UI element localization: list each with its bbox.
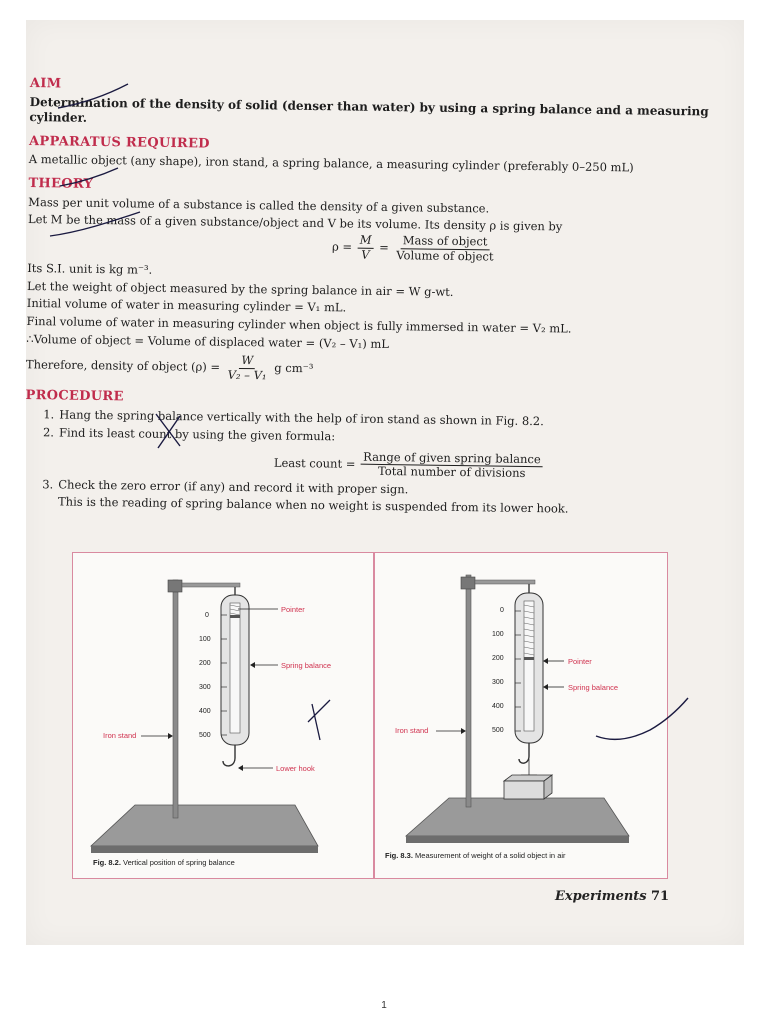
- caption-number: Fig. 8.3.: [385, 851, 413, 860]
- theory-line-2: Let M be the mass of a given substance/object and V be its volume. Its density ρ is given by: [27, 212, 563, 234]
- fig1-iron-stand-label: Iron stand: [103, 731, 137, 740]
- fig2-spring-balance-label: Spring balance: [568, 683, 619, 692]
- fraction-numerator: W: [239, 354, 255, 369]
- fig2-tick-500: 500: [492, 727, 504, 734]
- fig2-iron-stand-label: Iron stand: [395, 726, 429, 735]
- step-number: 3.: [42, 477, 54, 492]
- caption-text: Measurement of weight of a solid object in air: [415, 851, 566, 860]
- fig1-lower-hook-label: Lower hook: [276, 764, 315, 773]
- fig1-pointer-label: Pointer: [281, 605, 305, 614]
- procedure-heading: PROCEDURE: [25, 388, 124, 405]
- caption-text: Vertical position of spring balance: [123, 858, 235, 867]
- theory-line-1: Mass per unit volume of a substance is called the density of a given substance.: [28, 194, 490, 216]
- fig2-tick-300: 300: [492, 679, 504, 686]
- step-number: 1.: [43, 407, 55, 422]
- fig2-pointer-label: Pointer: [568, 657, 592, 666]
- procedure-step-3-note: This is the reading of spring balance when no weight is suspended from its lower hook.: [57, 494, 569, 516]
- fig2-tick-100: 100: [492, 631, 504, 638]
- fig1-tick-500: 500: [199, 732, 211, 739]
- page-content: [24, 76, 710, 518]
- caption-number: Fig. 8.2.: [93, 858, 121, 867]
- step-text: Hang the spring balance vertically with the help of iron stand as shown in Fig. 8.2.: [59, 407, 544, 429]
- density-formula: [26, 351, 706, 389]
- mass-volume-fraction: [358, 234, 374, 263]
- fig2-tick-200: 200: [492, 655, 504, 662]
- fig1-tick-300: 300: [199, 684, 211, 691]
- theory-line-6: Final volume of water in measuring cylinder when object is fully immersed in water = V₂ mL.: [26, 314, 572, 336]
- equals-sign: =: [379, 240, 389, 255]
- fig2-tick-400: 400: [492, 703, 504, 710]
- theory-line-4: Let the weight of object measured by the spring balance in air = W g-wt.: [26, 278, 454, 299]
- fig-8-3-diagram: [374, 553, 668, 878]
- footer-section-title: Experiments: [555, 889, 647, 904]
- aim-text: Determination of the density of solid (denser than water) by using a spring balance and a measuring cylinder.: [29, 94, 709, 125]
- theory-line-7: ∴Volume of object = Volume of displaced water = (V₂ – V₁) mL: [26, 331, 390, 351]
- fig-8-2-diagram: [73, 553, 373, 878]
- fraction-denominator: Total number of divisions: [377, 464, 526, 481]
- footer-page-number: 71: [651, 889, 670, 904]
- step-text: Find its least count by using the given formula:: [58, 425, 336, 444]
- step-number: 2.: [42, 424, 55, 440]
- theory-line-5: Initial volume of water in measuring cylinder = V₁ mL.: [26, 296, 347, 315]
- theory-line-3: Its S.I. unit is kg m⁻³.: [27, 260, 153, 277]
- fraction-denominator: V: [361, 247, 370, 262]
- fraction-denominator: Volume of object: [396, 248, 494, 264]
- density-formula-lhs: Therefore, density of object (ρ) =: [25, 357, 221, 374]
- mass-volume-words-fraction: [394, 234, 496, 264]
- fraction-numerator: Mass of object: [401, 234, 490, 250]
- fig1-spring-balance-label: Spring balance: [281, 661, 332, 670]
- fig-8-2-caption: [93, 858, 235, 867]
- theory-heading: THEORY: [28, 175, 94, 192]
- figures-panel: [72, 552, 668, 879]
- step-text: Check the zero error (if any) and record it with proper sign.: [58, 477, 409, 497]
- apparatus-heading: APPARATUS REQUIRED: [28, 133, 210, 152]
- fraction-numerator: Range of given spring balance: [361, 450, 543, 467]
- density-unit: g cm⁻³: [274, 360, 314, 376]
- fraction-denominator: V₂ – V₁: [227, 367, 267, 382]
- fig1-tick-200: 200: [199, 660, 211, 667]
- density-symbol: ρ =: [331, 239, 353, 254]
- fraction-numerator: M: [358, 234, 374, 249]
- aim-heading: AIM: [29, 76, 62, 92]
- fig1-tick-100: 100: [199, 636, 211, 643]
- fig-8-3-caption: [385, 851, 566, 860]
- density-formula-fraction: [226, 354, 269, 383]
- pdf-page-number: 1: [381, 1000, 387, 1011]
- apparatus-text: A metallic object (any shape), iron stand, a spring balance, a measuring cylinder (preferably 0–250 mL): [28, 152, 634, 175]
- least-count-fraction: [361, 450, 543, 481]
- fig2-tick-0: 0: [500, 607, 504, 614]
- fig1-tick-0: 0: [205, 612, 209, 619]
- least-count-label: Least count =: [273, 455, 356, 471]
- fig1-tick-400: 400: [199, 708, 211, 715]
